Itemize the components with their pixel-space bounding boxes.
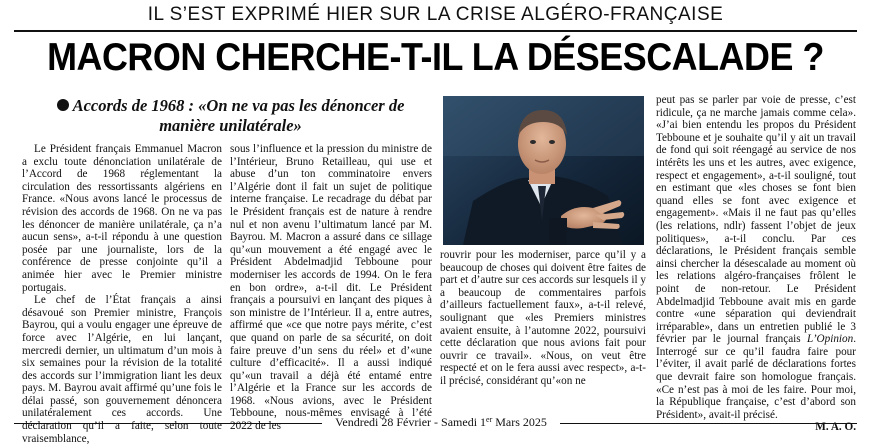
article-column-1 [22, 143, 222, 445]
footer-rule-left [14, 423, 322, 424]
article-column-4 [656, 94, 856, 434]
newspaper-name: L’Opinion [807, 333, 854, 346]
subhead [38, 96, 423, 136]
man-speaking-icon [443, 96, 644, 245]
paragraph: Le Président français Emmanuel Macron a exclu toute dénonciation unilatérale de l’Accord de 1968 réglementant la circulation des ressortissants algériens en France. «Nous avons lancé le processus de révision des accords de 1968. On ne va pas les dénoncer de manière unilatérale, ça n’a aucun sens», a-t-il répondu à une question posée par une journaliste, lors de la conférence de presse conjointe qu’il a animée hier avec le Premier ministre portugais. [22, 143, 222, 294]
paragraph: sous l’influence et la pression du ministre de l’Intérieur, Bruno Retailleau, qui use et abuse d’un ton comminatoire envers l’Algérie dont il fait un sujet de politique interne française. Le recadrage du débat par le Président français est de nature à rendre nul et non avenu l’ultimatum lancé par M. Bayrou. M. Macron a assuré dans ce sillage qu’«un mouvement a été engagé avec le Président Abdelmadjid Tebboune pour moderniser les accords de 1994. On le fera en bon ordre», a-t-il dit. Le Président français a poursuivi en lançant des piques à son ministre de l’Intérieur. Il a, entre autres, affirmé que «ce que notre pays mérite, c’est que quand on parle de sa sécurité, on doit faire preuve d’un sens du réel» et d’«une culture d’efficacité». Il a aussi indiqué qu’«un travail a déjà été entamé entre l’Algérie et la France sur les accords de 1968. «Nous avions, avec le Président Tebboune, nous-mêmes envisagé à l’été 2022 de les [230, 143, 432, 433]
top-rule [14, 30, 857, 32]
paragraph-text: peut pas se parler par voie de presse, c’est ridicule, ça ne marche jamais comme cela». «J’ai bien entendu les propos du Président Tebboune et je souhaite qu’il y ait un travail de fond qui soit réengagé au service de nos intérêts les uns et les autres, avec exigence, respect et engagement», a-t-il souligné, tout en estimant que «les choses se font bien quand elles se font avec exigence et engagement». «Mais il ne faut pas qu’elles (les relations, ndlr) fassent l’objet de jeux politiques», a-t-il conclu. Par ces déclarations, le Président français semble ainsi chercher la désescalade au moment où les relations algéro-françaises frôlent le point de non-retour. Le Président Abdelmadjid Tebboune avait mis en garde contre «une séparation qui deviendrait irréparable», dans un entretien publié le 3 février par le journal français [656, 94, 856, 346]
paragraph-text-end: . Interrogé sur ce qu’il faudra faire pour l’éviter, il avait parlé de déclarations fortes que devrait faire son homologue français. «Ce n’est pas à moi de les faire. Pour moi, la République française, c’est d’abord son Président», avait-il précisé. [656, 333, 857, 421]
kicker: IL S’EST EXPRIMÉ HIER SUR LA CRISE ALGÉRO-FRANÇAISE [147, 4, 724, 25]
bullet-icon [57, 99, 69, 111]
subhead-text: Accords de 1968 : «On ne va pas les dénoncer de manière unilatérale» [72, 96, 405, 135]
footer-date-suffix: Mars 2025 [492, 415, 547, 429]
footer-date-prefix: Vendredi 28 Février - Samedi 1 [335, 415, 487, 429]
article-column-3 [440, 249, 646, 388]
headline: MACRON CHERCHE-T-IL LA DÉSESCALADE ? [47, 36, 824, 79]
paragraph [656, 94, 856, 421]
author-signature: M. A. O. [815, 421, 856, 434]
article-column-2 [230, 143, 432, 433]
photo [443, 96, 644, 245]
footer-date-sup: er [486, 415, 493, 424]
paragraph: Le chef de l’État français a ainsi désavoué son Premier ministre, François Bayrou, qui a voulu engager une épreuve de force avec l’Algérie, en lui lançant, mercredi dernier, un ultimatum d’un mois à six semaines pour la révision de la totalité des accords sur l’immigration liant les deux pays. M. Bayrou avait affirmé qu’une fois le délai passé, son gouvernement dénoncera unilatéralement ces accords. Une déclaration qu’il a faite, selon toute vraisemblance, [22, 294, 222, 445]
footer-rule-right [560, 423, 857, 424]
paragraph: rouvrir pour les moderniser, parce qu’il y a beaucoup de choses qui doivent être faites de part et d’autre sur ces accords sur lesquels il y a beaucoup de commentaires parfois d’ailleurs factuellement faux», a-t-il relevé, soulignant que «les Premiers ministres avaient ensuite, à l’automne 2022, poursuivi cette déclaration que nous avions fait pour ouvrir ce travail». «Nous, on veut être respecté et on le fera aussi avec respect», a-t-il précisé, considérant qu’«on ne [440, 249, 646, 387]
footer-date [322, 415, 560, 430]
